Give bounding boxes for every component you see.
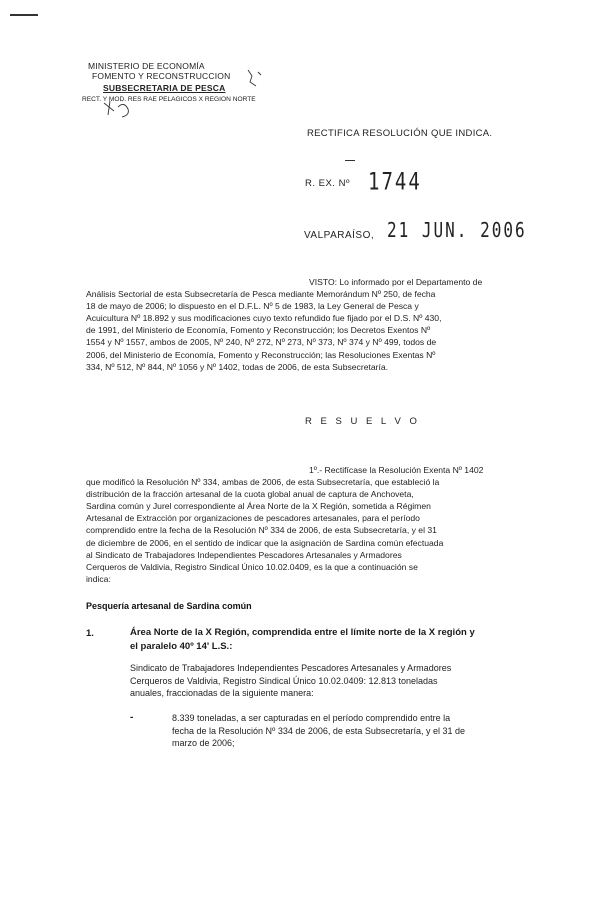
article-line: distribución de la fracción artesanal de la cuota global anual de captura de Anchoveta, bbox=[86, 489, 414, 500]
article-line: indica: bbox=[86, 573, 111, 584]
article-line: de diciembre de 2006, en el sentido de indicar que la asignación de Sardina común efectuada bbox=[86, 537, 444, 548]
bullet-line: fecha de la Resolución Nº 334 de 2006, de esta Subsecretaría, y el 31 de bbox=[172, 725, 465, 736]
article-line: Sardina común y Jurel correspondiente al Área Norte de la X Región, sometida a Régimen bbox=[86, 501, 431, 512]
ministry-subtitle: FOMENTO Y RECONSTRUCCION bbox=[92, 71, 231, 81]
scan-mark bbox=[10, 14, 38, 16]
item-body-line: Sindicato de Trabajadores Independientes Pescadores Artesanales y Armadores bbox=[130, 663, 452, 673]
item-heading bbox=[130, 626, 520, 654]
item-heading-line: Área Norte de la X Región, comprendida entre el límite norte de la X región y bbox=[130, 627, 475, 638]
bullet-dash: - bbox=[130, 712, 134, 723]
article-line: al Sindicato de Trabajadores Independientes Pescadores Artesanales y Armadores bbox=[86, 549, 402, 560]
stamp-dash bbox=[345, 160, 355, 161]
article-line: Artesanal de Extracción por organizaciones de pescadores artesanales, para el período bbox=[86, 513, 420, 524]
margin-stamp-mark bbox=[244, 66, 274, 94]
article-line: 1º.- Rectifícase la Resolución Exenta Nº 1402 bbox=[309, 465, 484, 475]
visto-line: 2006, del Ministerio de Economía, Fomento y Reconstrucción; las Resoluciones Exentas Nº bbox=[86, 349, 436, 360]
item-body-line: anuales, fraccionadas de la siguiente manera: bbox=[130, 688, 314, 698]
visto-line: 334, Nº 512, Nº 844, Nº 1056 y Nº 1402, todas de 2006, de esta Subsecretaría. bbox=[86, 361, 389, 372]
item-body-line: Cerqueros de Valdivia, Registro Sindical Único 10.02.0409: 12.813 toneladas bbox=[130, 675, 438, 686]
reference-code: RECT. Y MOD. RES RAE PELAGICOS X REGION NORTE bbox=[82, 96, 256, 103]
visto-line: 18 de mayo de 2006; lo dispuesto en el D.F.L. Nº 5 de 1983, la Ley General de Pesca y bbox=[86, 301, 419, 312]
ministry-name: MINISTERIO DE ECONOMÍA bbox=[88, 61, 205, 71]
initials-signature bbox=[100, 93, 140, 123]
article-1-paragraph bbox=[86, 464, 516, 585]
section-title: Pesquería artesanal de Sardina común bbox=[86, 601, 252, 611]
article-line: Cerqueros de Valdivia, Registro Sindical Único 10.02.0409, es la que a continuación se bbox=[86, 561, 418, 572]
visto-paragraph bbox=[86, 276, 516, 373]
item-body bbox=[130, 662, 520, 700]
visto-line: VISTO: Lo informado por el Departamento de bbox=[309, 277, 483, 287]
subsecretariat-name: SUBSECRETARIA DE PESCA bbox=[103, 83, 226, 93]
bullet-line: marzo de 2006; bbox=[172, 738, 235, 748]
item-heading-line: el paralelo 40º 14' L.S.: bbox=[130, 641, 233, 652]
bullet-text bbox=[172, 712, 520, 750]
resolution-number-stamp: 1744 bbox=[368, 168, 422, 196]
resuelvo-heading: R E S U E L V O bbox=[305, 416, 420, 427]
item-number: 1. bbox=[86, 628, 94, 639]
place-label: VALPARAÍSO, bbox=[304, 230, 375, 241]
bullet-line: 8.339 toneladas, a ser capturadas en el período comprendido entre la bbox=[172, 713, 451, 723]
visto-line: 1554 y Nº 1557, ambos de 2005, Nº 240, Nº 272, Nº 273, Nº 373, Nº 374 y Nº 499, todos de bbox=[86, 337, 437, 348]
document-title: RECTIFICA RESOLUCIÓN QUE INDICA. bbox=[307, 128, 493, 139]
date-stamp: 21 JUN. 2006 bbox=[387, 218, 527, 242]
visto-line: de 1991, del Ministerio de Economía, Fomento y Reconstrucción; los Decretos Exentos Nº bbox=[86, 325, 431, 336]
article-line: comprendido entre la fecha de la Resolución Nº 334 de 2006, de esta Subsecretaría, y el 31 bbox=[86, 525, 437, 536]
article-line: que modificó la Resolución Nº 334, ambas de 2006, de esta Subsecretaría, que estableció la bbox=[86, 477, 440, 488]
visto-line: Análisis Sectorial de esta Subsecretaría de Pesca mediante Memorándum Nº 250, de fecha bbox=[86, 289, 436, 300]
visto-line: Acuicultura Nº 18.892 y sus modificaciones cuyo texto refundido fue fijado por el D.S. Nº 430, bbox=[86, 313, 442, 324]
resolution-label: R. EX. Nº bbox=[305, 178, 350, 189]
